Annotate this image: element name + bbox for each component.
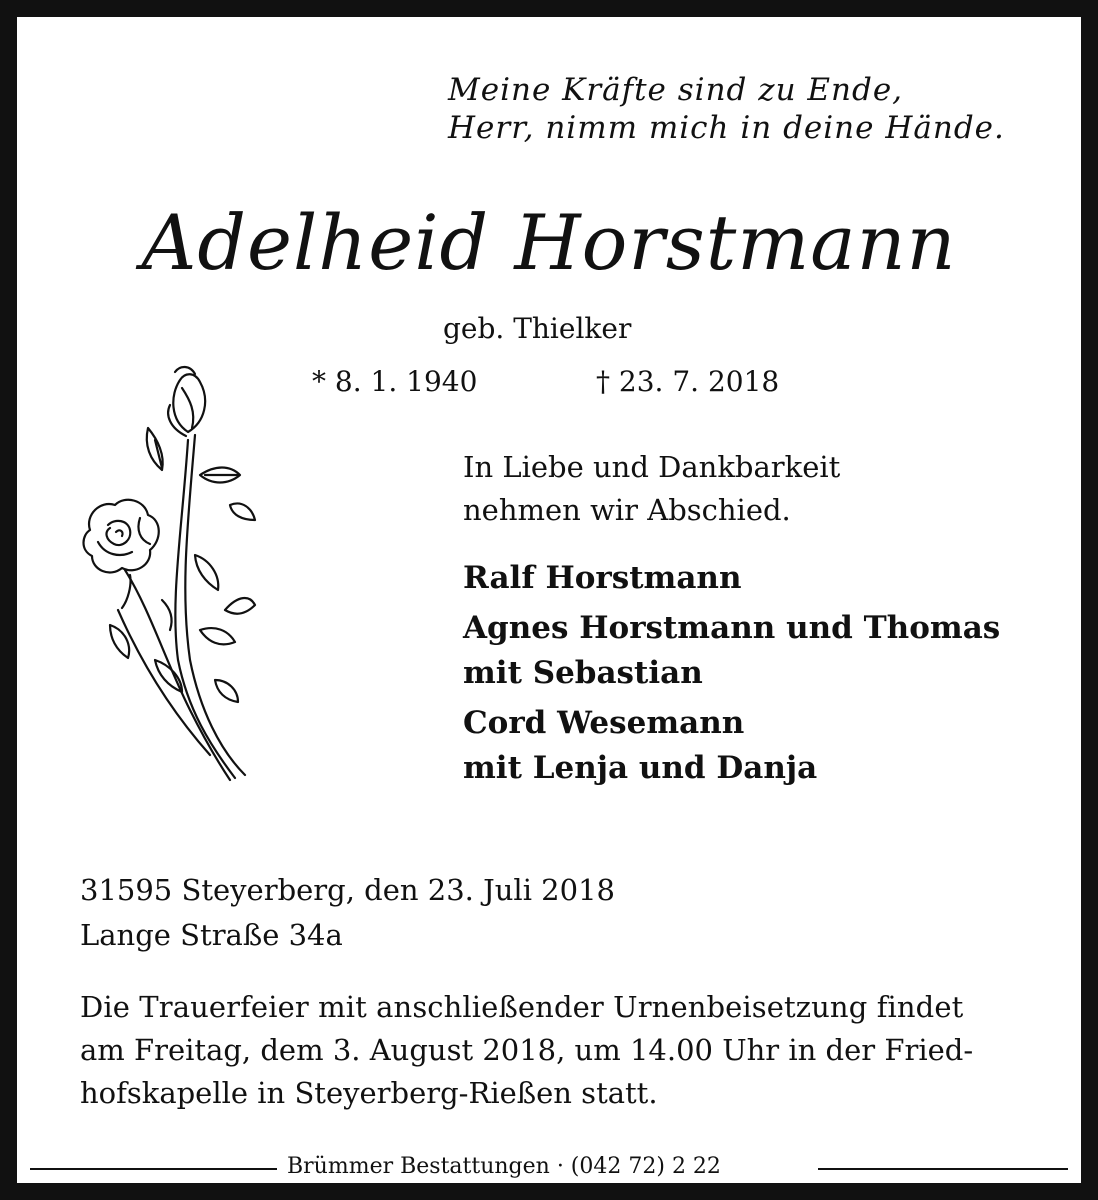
- farewell-line-2: nehmen wir Abschied.: [463, 493, 791, 527]
- birth-date: * 8. 1. 1940: [312, 365, 478, 398]
- deceased-name: Adelheid Horstmann: [141, 198, 957, 287]
- service-line-2: am Freitag, dem 3. August 2018, um 14.00 Uhr in der Fried-: [80, 1033, 974, 1067]
- death-date: † 23. 7. 2018: [596, 365, 780, 398]
- mourner-2: Agnes Horstmann und Thomas: [463, 610, 1001, 646]
- mourner-2-cont: mit Sebastian: [463, 655, 703, 691]
- motto-line-2: Herr, nimm mich in deine Hände.: [448, 110, 1005, 146]
- motto-line-1: Meine Kräfte sind zu Ende,: [448, 72, 904, 108]
- address-line-2: Lange Straße 34a: [80, 918, 343, 952]
- footer-rule-left: [30, 1168, 277, 1170]
- service-line-3: hofskapelle in Steyerberg-Rießen statt.: [80, 1076, 658, 1110]
- funeral-home: Brümmer Bestattungen · (042 72) 2 22: [287, 1154, 721, 1179]
- mourner-3-cont: mit Lenja und Danja: [463, 750, 818, 786]
- rose-icon: [70, 360, 275, 790]
- maiden-name: geb. Thielker: [443, 312, 632, 345]
- mourner-1: Ralf Horstmann: [463, 560, 742, 596]
- mourner-3: Cord Wesemann: [463, 705, 745, 741]
- address-line-1: 31595 Steyerberg, den 23. Juli 2018: [80, 873, 615, 907]
- service-line-1: Die Trauerfeier mit anschließender Urnenbeisetzung findet: [80, 990, 964, 1024]
- footer-rule-right: [818, 1168, 1068, 1170]
- farewell-line-1: In Liebe und Dankbarkeit: [463, 450, 841, 484]
